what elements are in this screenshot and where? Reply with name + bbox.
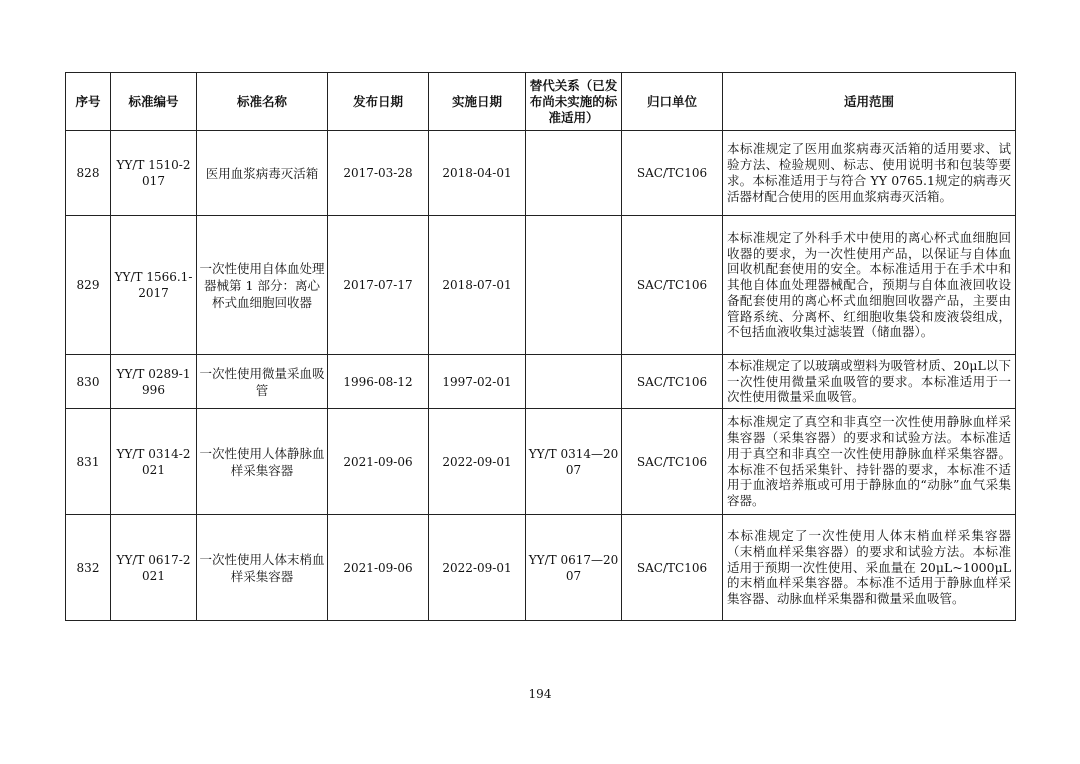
cell-publish-date: 2021-09-06: [328, 409, 429, 515]
cell-implement-date: 2018-04-01: [429, 131, 526, 216]
header-replacement: 替代关系（已发布尚未实施的标准适用）: [526, 73, 622, 131]
cell-scope: 本标准规定了外科手术中使用的离心杯式血细胞回收器的要求，为一次性使用产品，以保证与自体血回收机配套使用的安全。本标准适用于在手术中和其他自体血处理器械配合，预期与自体血液回收设备配套使用的离心杯式血细胞回收器产品，主要由管路系统、分离杯、红细胞收集袋和废液袋组成，不包括血液收集过滤装置（储血器）。: [723, 216, 1016, 355]
cell-replacement: YY/T 0617—2007: [526, 515, 622, 621]
cell-name: 一次性使用人体静脉血样采集容器: [197, 409, 328, 515]
cell-serial: 832: [66, 515, 111, 621]
cell-implement-date: 2018-07-01: [429, 216, 526, 355]
table-row: [66, 515, 1016, 621]
cell-publish-date: 2021-09-06: [328, 515, 429, 621]
cell-replacement: [526, 216, 622, 355]
table-row: [66, 131, 1016, 216]
cell-code: YY/T 1510-2017: [111, 131, 197, 216]
table-row: [66, 355, 1016, 409]
cell-unit: SAC/TC106: [622, 355, 723, 409]
header-code: 标准编号: [111, 73, 197, 131]
page-number: 194: [528, 687, 552, 701]
cell-scope: 本标准规定了真空和非真空一次性使用静脉血样采集容器（采集容器）的要求和试验方法。本标准适用于真空和非真空一次性使用静脉血样采集容器。本标准不包括采集针、持针器的要求，本标准不适用于血液培养瓶或可用于静脉血的“动脉”血气采集容器。: [723, 409, 1016, 515]
cell-serial: 829: [66, 216, 111, 355]
cell-publish-date: 1996-08-12: [328, 355, 429, 409]
cell-code: YY/T 0314-2021: [111, 409, 197, 515]
cell-replacement: YY/T 0314—2007: [526, 409, 622, 515]
table-row: [66, 409, 1016, 515]
cell-serial: 831: [66, 409, 111, 515]
cell-replacement: [526, 355, 622, 409]
table-row: [66, 216, 1016, 355]
standards-table: [65, 72, 1016, 621]
table-header-row: [66, 73, 1016, 131]
cell-unit: SAC/TC106: [622, 515, 723, 621]
header-serial: 序号: [66, 73, 111, 131]
cell-scope: 本标准规定了一次性使用人体末梢血样采集容器（末梢血样采集容器）的要求和试验方法。本标准适用于预期一次性使用、采血量在 20μL~1000μL 的末梢血样采集容器。本标准不适用于静脉血样采集容器、动脉血样采集器和微量采血吸管。: [723, 515, 1016, 621]
cell-name: 一次性使用微量采血吸管: [197, 355, 328, 409]
cell-code: YY/T 0289-1996: [111, 355, 197, 409]
header-publish-date: 发布日期: [328, 73, 429, 131]
header-implement-date: 实施日期: [429, 73, 526, 131]
cell-name: 医用血浆病毒灭活箱: [197, 131, 328, 216]
cell-publish-date: 2017-07-17: [328, 216, 429, 355]
cell-name: 一次性使用自体血处理器械第 1 部分：离心杯式血细胞回收器: [197, 216, 328, 355]
cell-name: 一次性使用人体末梢血样采集容器: [197, 515, 328, 621]
cell-unit: SAC/TC106: [622, 216, 723, 355]
header-unit: 归口单位: [622, 73, 723, 131]
cell-replacement: [526, 131, 622, 216]
header-scope: 适用范围: [723, 73, 1016, 131]
cell-scope: 本标准规定了以玻璃或塑料为吸管材质、20μL以下一次性使用微量采血吸管的要求。本标准适用于一次性使用微量采血吸管。: [723, 355, 1016, 409]
cell-code: YY/T 0617-2021: [111, 515, 197, 621]
cell-implement-date: 1997-02-01: [429, 355, 526, 409]
cell-publish-date: 2017-03-28: [328, 131, 429, 216]
cell-serial: 830: [66, 355, 111, 409]
header-name: 标准名称: [197, 73, 328, 131]
cell-unit: SAC/TC106: [622, 131, 723, 216]
cell-unit: SAC/TC106: [622, 409, 723, 515]
cell-serial: 828: [66, 131, 111, 216]
cell-scope: 本标准规定了医用血浆病毒灭活箱的适用要求、试验方法、检验规则、标志、使用说明书和包装等要求。本标准适用于与符合 YY 0765.1规定的病毒灭活器材配合使用的医用血浆病毒灭活箱。: [723, 131, 1016, 216]
cell-implement-date: 2022-09-01: [429, 409, 526, 515]
cell-implement-date: 2022-09-01: [429, 515, 526, 621]
cell-code: YY/T 1566.1-2017: [111, 216, 197, 355]
